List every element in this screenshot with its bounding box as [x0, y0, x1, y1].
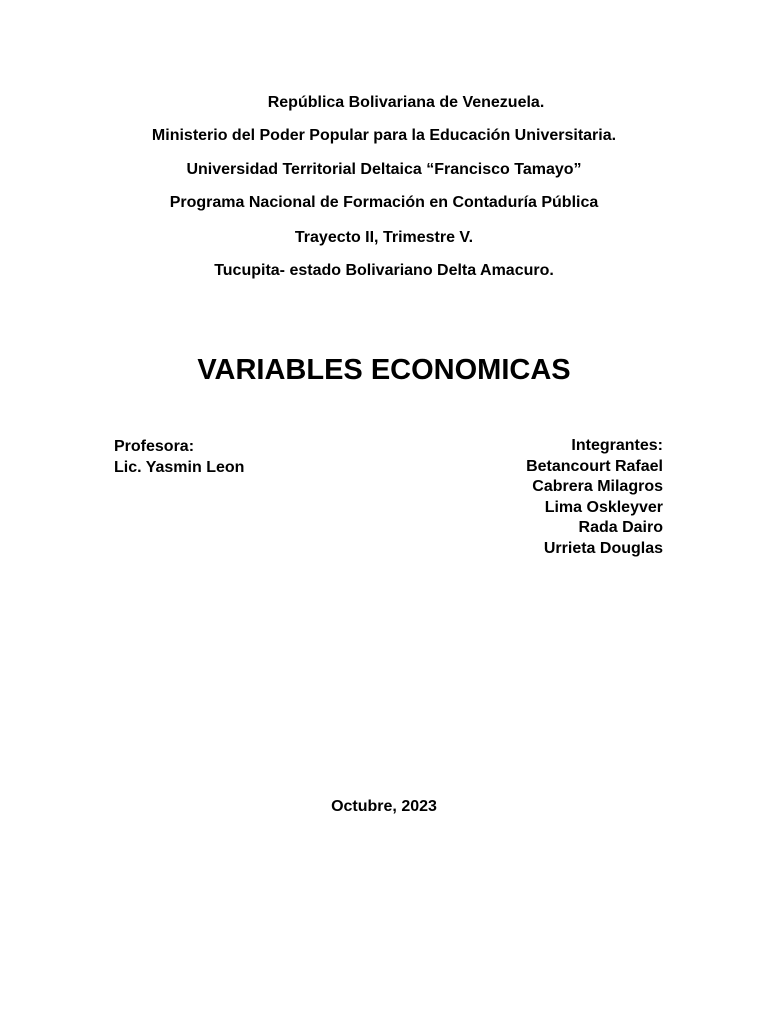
member-name: Betancourt Rafael	[526, 457, 663, 475]
header-university: Universidad Territorial Deltaica “Francisco Tamayo”	[186, 161, 582, 178]
document-title: VARIABLES ECONOMICAS	[197, 354, 571, 386]
header-ministry: Ministerio del Poder Popular para la Educación Universitaria.	[151, 127, 617, 144]
professor-name: Lic. Yasmin Leon	[114, 459, 245, 476]
header-term: Trayecto II, Trimestre V.	[294, 229, 474, 246]
members-label: Integrantes:	[571, 437, 663, 454]
member-name: Urrieta Douglas	[543, 539, 663, 557]
members-block	[526, 436, 663, 560]
professor-block	[114, 436, 244, 478]
professor-label: Profesora:	[114, 438, 195, 455]
document-date: Octubre, 2023	[331, 798, 437, 815]
member-name: Rada Dairo	[578, 519, 663, 537]
member-name: Cabrera Milagros	[532, 478, 663, 496]
header-location: Tucupita- estado Bolivariano Delta Amacuro.	[214, 262, 554, 279]
header-program: Programa Nacional de Formación en Contaduría Pública	[169, 194, 599, 211]
member-name: Lima Oskleyver	[544, 498, 663, 516]
header-country: República Bolivariana de Venezuela.	[267, 94, 545, 111]
